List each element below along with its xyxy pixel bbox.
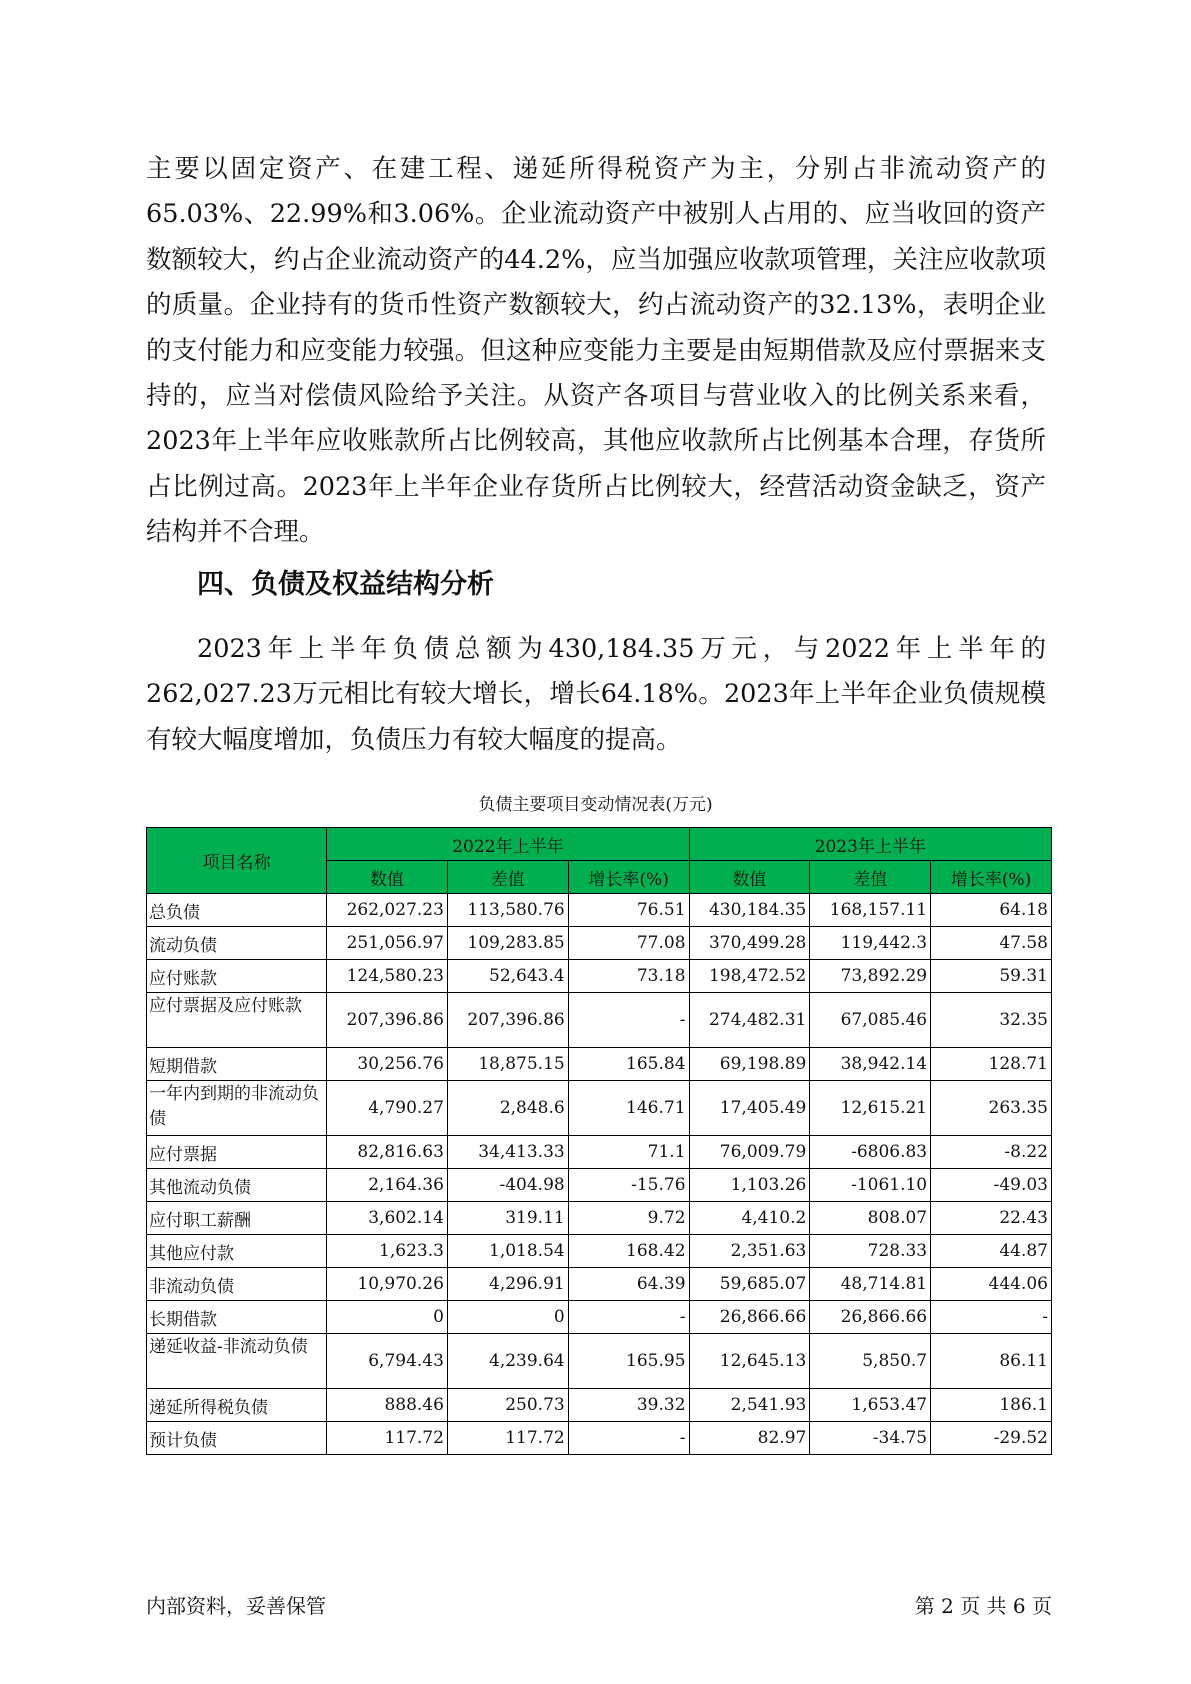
- cell-rate-2022: -: [568, 1422, 689, 1455]
- cell-diff-2023: 73,892.29: [810, 960, 931, 993]
- cell-rate-2022: 9.72: [568, 1202, 689, 1235]
- table-row: [147, 1048, 1052, 1081]
- cell-rate-2022: 146.71: [568, 1081, 689, 1136]
- cell-rate-2023: 186.1: [931, 1389, 1052, 1422]
- cell-value-2023: 59,685.07: [689, 1268, 810, 1301]
- cell-row-name: 非流动负债: [147, 1268, 327, 1301]
- cell-value-2022: 10,970.26: [327, 1268, 448, 1301]
- cell-row-name: 应付职工薪酬: [147, 1202, 327, 1235]
- cell-value-2022: 30,256.76: [327, 1048, 448, 1081]
- table-row: [147, 1422, 1052, 1455]
- cell-value-2023: 1,103.26: [689, 1169, 810, 1202]
- cell-rate-2023: 263.35: [931, 1081, 1052, 1136]
- cell-diff-2023: 808.07: [810, 1202, 931, 1235]
- cell-value-2022: 4,790.27: [327, 1081, 448, 1136]
- cell-rate-2023: 44.87: [931, 1235, 1052, 1268]
- cell-rate-2022: -: [568, 993, 689, 1048]
- table-row: [147, 1202, 1052, 1235]
- header-value-2023: 数值: [689, 861, 810, 894]
- cell-diff-2022: -404.98: [447, 1169, 568, 1202]
- cell-value-2023: 76,009.79: [689, 1136, 810, 1169]
- cell-diff-2023: -34.75: [810, 1422, 931, 1455]
- cell-rate-2022: 64.39: [568, 1268, 689, 1301]
- cell-diff-2022: 52,643.4: [447, 960, 568, 993]
- cell-diff-2022: 109,283.85: [447, 927, 568, 960]
- cell-value-2022: 1,623.3: [327, 1235, 448, 1268]
- cell-diff-2022: 4,239.64: [447, 1334, 568, 1389]
- cell-diff-2023: 26,866.66: [810, 1301, 931, 1334]
- cell-value-2023: 82.97: [689, 1422, 810, 1455]
- cell-rate-2023: 64.18: [931, 894, 1052, 927]
- table-row: [147, 894, 1052, 927]
- header-rate-2023: 增长率(%): [931, 861, 1052, 894]
- body-paragraph-assets: 主要以固定资产、在建工程、递延所得税资产为主，分别占非流动资产的65.03%、22.99%和3.06%。企业流动资产中被别人占用的、应当收回的资产数额较大，约占企业流动资产的44.2%，应当加强应收款项管理，关注应收款项的质量。企业持有的货币性资产数额较大，约占流动资产的32.13%，表明企业的支付能力和应变能力较强。但这种应变能力主要是由短期借款及应付票据来支持的，应当对偿债风险给予关注。从资产各项目与营业收入的比例关系来看，2023年上半年应收账款所占比例较高，其他应收款所占比例基本合理，存货所占比例过高。2023年上半年企业存货所占比例较大，经营活动资金缺乏，资产结构并不合理。: [146, 154, 1046, 548]
- table-row: [147, 1081, 1052, 1136]
- cell-diff-2023: 119,442.3: [810, 927, 931, 960]
- cell-value-2023: 26,866.66: [689, 1301, 810, 1334]
- table-row: [147, 1268, 1052, 1301]
- footer-page-number: 第 2 页 共 6 页: [914, 1594, 1052, 1618]
- header-group-2022: 2022年上半年: [327, 828, 689, 861]
- cell-value-2022: 3,602.14: [327, 1202, 448, 1235]
- cell-value-2022: 888.46: [327, 1389, 448, 1422]
- cell-row-name: 长期借款: [147, 1301, 327, 1334]
- cell-rate-2023: 32.35: [931, 993, 1052, 1048]
- table-row: [147, 1389, 1052, 1422]
- table-row: [147, 927, 1052, 960]
- cell-diff-2023: 1,653.47: [810, 1389, 931, 1422]
- header-value-2022: 数值: [327, 861, 448, 894]
- cell-value-2022: 124,580.23: [327, 960, 448, 993]
- header-rate-2022: 增长率(%): [568, 861, 689, 894]
- table-row: [147, 993, 1052, 1048]
- cell-diff-2023: 728.33: [810, 1235, 931, 1268]
- cell-row-name: 预计负债: [147, 1422, 327, 1455]
- cell-rate-2023: 86.11: [931, 1334, 1052, 1389]
- cell-row-name: 应付票据及应付账款: [147, 993, 327, 1048]
- cell-value-2023: 12,645.13: [689, 1334, 810, 1389]
- header-diff-2023: 差值: [810, 861, 931, 894]
- cell-diff-2023: 67,085.46: [810, 993, 931, 1048]
- cell-rate-2023: -29.52: [931, 1422, 1052, 1455]
- cell-diff-2022: 319.11: [447, 1202, 568, 1235]
- table-row: [147, 960, 1052, 993]
- table-row: [147, 1136, 1052, 1169]
- cell-rate-2023: 22.43: [931, 1202, 1052, 1235]
- cell-diff-2023: 5,850.7: [810, 1334, 931, 1389]
- cell-diff-2022: 113,580.76: [447, 894, 568, 927]
- cell-rate-2023: 59.31: [931, 960, 1052, 993]
- cell-value-2023: 4,410.2: [689, 1202, 810, 1235]
- cell-value-2023: 198,472.52: [689, 960, 810, 993]
- table-caption: 负债主要项目变动情况表(万元): [478, 795, 713, 815]
- cell-rate-2022: 39.32: [568, 1389, 689, 1422]
- cell-diff-2023: -6806.83: [810, 1136, 931, 1169]
- cell-diff-2022: 34,413.33: [447, 1136, 568, 1169]
- cell-diff-2022: 250.73: [447, 1389, 568, 1422]
- cell-value-2022: 82,816.63: [327, 1136, 448, 1169]
- cell-value-2023: 69,198.89: [689, 1048, 810, 1081]
- cell-rate-2022: 73.18: [568, 960, 689, 993]
- table-row: [147, 1169, 1052, 1202]
- header-diff-2022: 差值: [447, 861, 568, 894]
- cell-rate-2022: 76.51: [568, 894, 689, 927]
- cell-value-2023: 370,499.28: [689, 927, 810, 960]
- header-item-name: 项目名称: [147, 828, 327, 894]
- footer-confidential-note: 内部资料，妥善保管: [146, 1594, 326, 1618]
- cell-value-2023: 2,351.63: [689, 1235, 810, 1268]
- cell-diff-2023: 48,714.81: [810, 1268, 931, 1301]
- cell-value-2022: 117.72: [327, 1422, 448, 1455]
- table-row: [147, 1301, 1052, 1334]
- cell-value-2022: 262,027.23: [327, 894, 448, 927]
- cell-row-name: 递延所得税负债: [147, 1389, 327, 1422]
- cell-row-name: 一年内到期的非流动负债: [147, 1081, 327, 1136]
- cell-rate-2022: 168.42: [568, 1235, 689, 1268]
- cell-value-2023: 17,405.49: [689, 1081, 810, 1136]
- cell-rate-2022: -15.76: [568, 1169, 689, 1202]
- cell-rate-2022: 165.84: [568, 1048, 689, 1081]
- cell-value-2022: 0: [327, 1301, 448, 1334]
- cell-rate-2023: 444.06: [931, 1268, 1052, 1301]
- cell-rate-2022: 165.95: [568, 1334, 689, 1389]
- cell-row-name: 应付票据: [147, 1136, 327, 1169]
- cell-row-name: 其他流动负债: [147, 1169, 327, 1202]
- cell-diff-2023: 12,615.21: [810, 1081, 931, 1136]
- cell-diff-2023: 168,157.11: [810, 894, 931, 927]
- cell-rate-2022: 71.1: [568, 1136, 689, 1169]
- table-row: [147, 1334, 1052, 1389]
- cell-rate-2023: 47.58: [931, 927, 1052, 960]
- header-group-2023: 2023年上半年: [689, 828, 1051, 861]
- cell-diff-2022: 2,848.6: [447, 1081, 568, 1136]
- cell-row-name: 应付账款: [147, 960, 327, 993]
- cell-value-2022: 2,164.36: [327, 1169, 448, 1202]
- cell-value-2022: 251,056.97: [327, 927, 448, 960]
- cell-diff-2022: 1,018.54: [447, 1235, 568, 1268]
- cell-diff-2022: 4,296.91: [447, 1268, 568, 1301]
- cell-row-name: 递延收益-非流动负债: [147, 1334, 327, 1389]
- cell-rate-2023: -49.03: [931, 1169, 1052, 1202]
- cell-rate-2023: -: [931, 1301, 1052, 1334]
- cell-rate-2022: 77.08: [568, 927, 689, 960]
- cell-row-name: 流动负债: [147, 927, 327, 960]
- cell-rate-2023: 128.71: [931, 1048, 1052, 1081]
- liability-table: [146, 827, 1052, 1455]
- cell-row-name: 其他应付款: [147, 1235, 327, 1268]
- cell-diff-2022: 207,396.86: [447, 993, 568, 1048]
- cell-diff-2023: -1061.10: [810, 1169, 931, 1202]
- cell-diff-2022: 117.72: [447, 1422, 568, 1455]
- cell-value-2023: 274,482.31: [689, 993, 810, 1048]
- cell-row-name: 总负债: [147, 894, 327, 927]
- cell-rate-2022: -: [568, 1301, 689, 1334]
- cell-diff-2022: 0: [447, 1301, 568, 1334]
- cell-row-name: 短期借款: [147, 1048, 327, 1081]
- cell-value-2022: 207,396.86: [327, 993, 448, 1048]
- cell-rate-2023: -8.22: [931, 1136, 1052, 1169]
- cell-diff-2022: 18,875.15: [447, 1048, 568, 1081]
- table-row: [147, 1235, 1052, 1268]
- cell-value-2023: 2,541.93: [689, 1389, 810, 1422]
- cell-value-2023: 430,184.35: [689, 894, 810, 927]
- body-paragraph-liabilities: 2023年上半年负债总额为430,184.35万元，与2022年上半年的262,027.23万元相比有较大增长，增长64.18%。2023年上半年企业负债规模有较大幅度增加，负债压力有较大幅度的提高。: [146, 634, 1046, 755]
- cell-value-2022: 6,794.43: [327, 1334, 448, 1389]
- section-heading: 四、负债及权益结构分析: [197, 569, 494, 600]
- cell-diff-2023: 38,942.14: [810, 1048, 931, 1081]
